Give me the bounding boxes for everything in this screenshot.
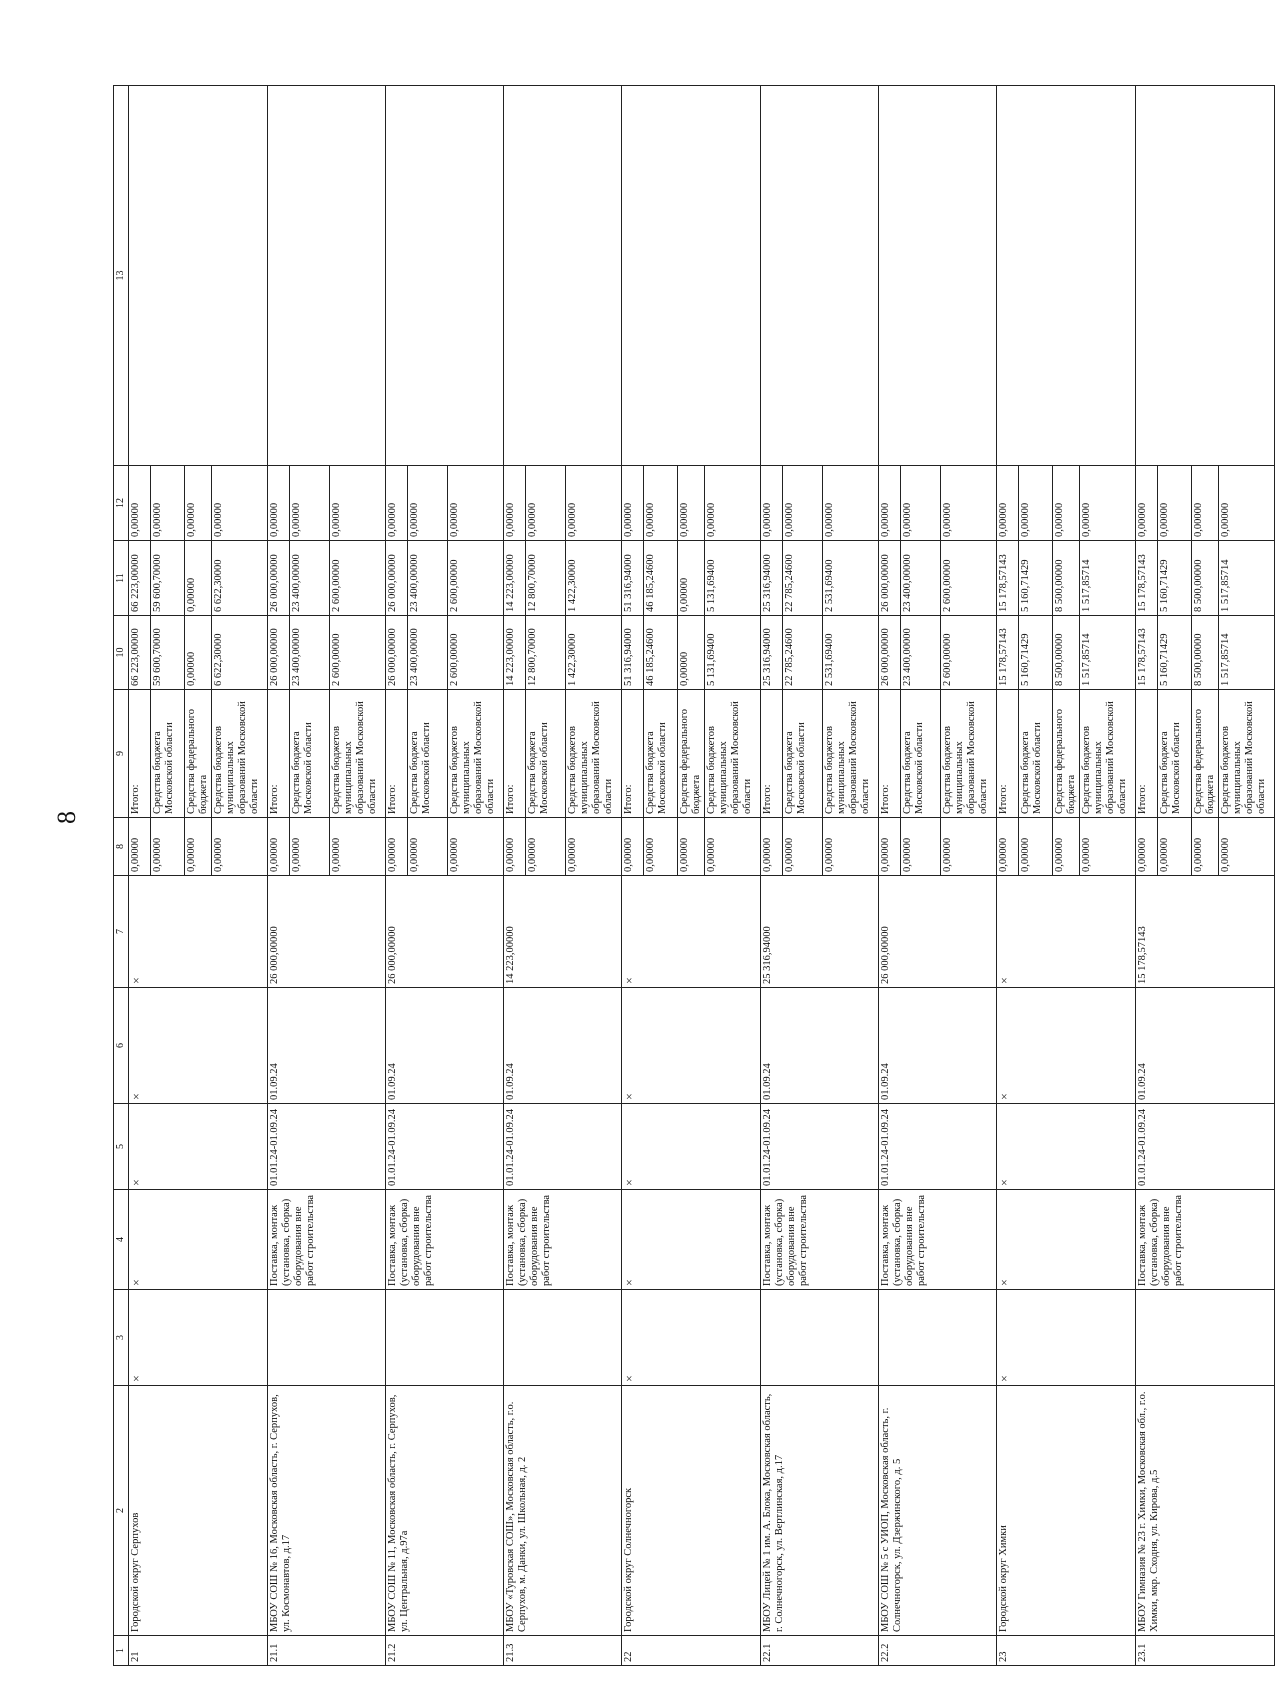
cell-c10: 26 000,00000 [878,616,900,690]
cell-c3 [503,1290,621,1386]
cell-c10: 66 223,00000 [128,616,150,690]
cell-c11: 14 223,00000 [503,541,525,616]
cell-c8: 0,00000 [822,818,878,876]
cell-c6: × [128,988,267,1104]
column-header: 6 [114,988,129,1104]
cell-c10: 26 000,00000 [385,616,407,690]
cell-c12: 0,00000 [1157,466,1191,541]
cell-c3 [267,1290,385,1386]
cell-c12: 0,00000 [407,466,447,541]
column-header: 13 [114,86,129,466]
cell-c11: 2 531,69400 [822,541,878,616]
cell-c10: 22 785,24600 [782,616,822,690]
cell-c12: 0,00000 [128,466,150,541]
cell-c10: 15 178,57143 [996,616,1018,690]
cell-c9: Средства бюджетов муниципальных образований Московской области [704,690,760,818]
cell-c6: 01.09.24 [385,988,503,1104]
cell-c8: 0,00000 [1219,818,1275,876]
cell-c2: Городской округ Химки [996,1386,1135,1636]
cell-c10: 2 600,00000 [329,616,385,690]
cell-c7: × [621,876,760,988]
cell-c6: × [996,988,1135,1104]
cell-c3 [385,1290,503,1386]
column-header: 2 [114,1386,129,1636]
cell-c9: Средства бюджетов муниципальных образований Московской области [211,690,267,818]
cell-c8: 0,00000 [565,818,621,876]
cell-c8: 0,00000 [128,818,150,876]
cell-c11: 2 600,00000 [329,541,385,616]
cell-c10: 2 531,69400 [822,616,878,690]
cell-c12: 0,00000 [782,466,822,541]
cell-c12: 0,00000 [760,466,782,541]
cell-c11: 22 785,24600 [782,541,822,616]
cell-c9: Средства федерального бюджета [184,690,211,818]
cell-c8: 0,00000 [1135,818,1157,876]
cell-c11: 6 622,30000 [211,541,267,616]
cell-c5: 01.01.24-01.09.24 [385,1104,503,1190]
cell-c2: МБОУ «Туровская СОШ», Московская область, г.о. Серпухов, м. Данки, ул. Школьная, д. 2 [503,1386,621,1636]
cell-c10: 23 400,00000 [289,616,329,690]
cell-c4: × [996,1190,1135,1290]
column-header: 5 [114,1104,129,1190]
cell-c11: 15 178,57143 [996,541,1018,616]
cell-c8: 0,00000 [704,818,760,876]
cell-c1: 21.3 [503,1636,621,1666]
cell-c5: 01.01.24-01.09.24 [1135,1104,1274,1190]
cell-c11: 1 517,85714 [1219,541,1275,616]
cell-c9: Средства бюджета Московской области [289,690,329,818]
cell-c1: 21.2 [385,1636,503,1666]
cell-c13 [1135,86,1274,466]
cell-c6: 01.09.24 [1135,988,1274,1104]
cell-c13 [267,86,385,466]
cell-c5: × [621,1104,760,1190]
cell-c4: Поставка, монтаж (установка, сборка) оборудования вне работ строительства [267,1190,385,1290]
cell-c11: 5 131,69400 [704,541,760,616]
cell-c4: × [128,1190,267,1290]
cell-c13 [385,86,503,466]
column-header: 10 [114,616,129,690]
column-header: 4 [114,1190,129,1290]
cell-c11: 23 400,00000 [407,541,447,616]
cell-c8: 0,00000 [1052,818,1079,876]
cell-c11: 1 517,85714 [1079,541,1135,616]
cell-c2: МБОУ СОШ № 5 с УИОП, Московская область, г. Солнечногорск, ул. Дзержинского, д. 5 [878,1386,996,1636]
cell-c5: 01.01.24-01.09.24 [760,1104,878,1190]
cell-c4: Поставка, монтаж (установка, сборка) оборудования вне работ строительства [760,1190,878,1290]
cell-c4: Поставка, монтаж (установка, сборка) оборудования вне работ строительства [878,1190,996,1290]
cell-c11: 8 500,00000 [1052,541,1079,616]
cell-c8: 0,00000 [996,818,1018,876]
cell-c11: 0,00000 [184,541,211,616]
cell-c12: 0,00000 [996,466,1018,541]
cell-c11: 66 223,00000 [128,541,150,616]
cell-c6: 01.09.24 [878,988,996,1104]
cell-c8: 0,00000 [329,818,385,876]
cell-c12: 0,00000 [267,466,289,541]
cell-c5: × [996,1104,1135,1190]
cell-c11: 1 422,30000 [565,541,621,616]
cell-c9: Итого: [996,690,1018,818]
cell-c9: Средства бюджетов муниципальных образований Московской области [1079,690,1135,818]
cell-c5: 01.01.24-01.09.24 [503,1104,621,1190]
cell-c13 [503,86,621,466]
cell-c5: 01.01.24-01.09.24 [267,1104,385,1190]
cell-c12: 0,00000 [503,466,525,541]
cell-c9: Средства бюджета Московской области [900,690,940,818]
cell-c11: 51 316,94000 [621,541,643,616]
cell-c11: 5 160,71429 [1018,541,1052,616]
cell-c9: Итого: [267,690,289,818]
column-header: 11 [114,541,129,616]
cell-c4: Поставка, монтаж (установка, сборка) оборудования вне работ строительства [1135,1190,1274,1290]
cell-c1: 22.1 [760,1636,878,1666]
cell-c7: 25 316,94000 [760,876,878,988]
cell-c10: 0,00000 [677,616,704,690]
cell-c12: 0,00000 [211,466,267,541]
cell-c12: 0,00000 [1052,466,1079,541]
cell-c8: 0,00000 [525,818,565,876]
cell-c9: Средства федерального бюджета [1052,690,1079,818]
cell-c9: Средства бюджета Московской области [525,690,565,818]
cell-c1: 23 [996,1636,1135,1666]
cell-c8: 0,00000 [760,818,782,876]
cell-c10: 25 316,94000 [760,616,782,690]
cell-c12: 0,00000 [329,466,385,541]
table-row [878,86,900,1666]
cell-c11: 15 178,57143 [1135,541,1157,616]
cell-c10: 2 600,00000 [447,616,503,690]
cell-c9: Средства бюджетов муниципальных образований Московской области [447,690,503,818]
cell-c11: 8 500,00000 [1191,541,1218,616]
cell-c12: 0,00000 [900,466,940,541]
cell-c4: Поставка, монтаж (установка, сборка) оборудования вне работ строительства [385,1190,503,1290]
cell-c9: Итого: [385,690,407,818]
cell-c11: 2 600,00000 [447,541,503,616]
cell-c12: 0,00000 [621,466,643,541]
cell-c8: 0,00000 [385,818,407,876]
cell-c12: 0,00000 [447,466,503,541]
cell-c12: 0,00000 [525,466,565,541]
cell-c2: МБОУ СОШ № 11, Московская область, г. Серпухов, ул. Центральная, д.97а [385,1386,503,1636]
cell-c9: Средства бюджета Московской области [150,690,184,818]
cell-c3: × [996,1290,1135,1386]
cell-c8: 0,00000 [211,818,267,876]
cell-c10: 6 622,30000 [211,616,267,690]
cell-c13 [128,86,267,466]
cell-c11: 26 000,00000 [878,541,900,616]
cell-c7: × [996,876,1135,988]
cell-c12: 0,00000 [1191,466,1218,541]
cell-c9: Средства бюджета Московской области [407,690,447,818]
cell-c13 [996,86,1135,466]
cell-c6: 01.09.24 [503,988,621,1104]
cell-c13 [621,86,760,466]
cell-c10: 59 600,70000 [150,616,184,690]
cell-c10: 51 316,94000 [621,616,643,690]
cell-c2: Городской округ Солнечногорск [621,1386,760,1636]
cell-c9: Средства бюджета Московской области [782,690,822,818]
cell-c3 [878,1290,996,1386]
cell-c11: 25 316,94000 [760,541,782,616]
cell-c3 [1135,1290,1274,1386]
cell-c3: × [128,1290,267,1386]
cell-c3 [760,1290,878,1386]
cell-c12: 0,00000 [822,466,878,541]
cell-c8: 0,00000 [621,818,643,876]
cell-c10: 5 160,71429 [1018,616,1052,690]
cell-c10: 23 400,00000 [407,616,447,690]
cell-c10: 46 185,24600 [643,616,677,690]
cell-c4: Поставка, монтаж (установка, сборка) оборудования вне работ строительства [503,1190,621,1290]
cell-c7: × [128,876,267,988]
cell-c10: 12 800,70000 [525,616,565,690]
cell-c9: Итого: [503,690,525,818]
cell-c9: Средства федерального бюджета [677,690,704,818]
cell-c9: Средства бюджетов муниципальных образований Московской области [822,690,878,818]
cell-c6: 01.09.24 [267,988,385,1104]
cell-c8: 0,00000 [1157,818,1191,876]
cell-c8: 0,00000 [878,818,900,876]
rotated-table-container [113,86,1275,1666]
cell-c8: 0,00000 [184,818,211,876]
cell-c11: 46 185,24600 [643,541,677,616]
cell-c7: 26 000,00000 [878,876,996,988]
table-body [128,86,1275,1666]
cell-c3: × [621,1290,760,1386]
cell-c8: 0,00000 [503,818,525,876]
cell-c12: 0,00000 [289,466,329,541]
cell-c8: 0,00000 [289,818,329,876]
cell-c10: 0,00000 [184,616,211,690]
cell-c10: 1 517,85714 [1079,616,1135,690]
cell-c8: 0,00000 [1018,818,1052,876]
cell-c10: 8 500,00000 [1191,616,1218,690]
cell-c1: 21 [128,1636,267,1666]
cell-c9: Средства федерального бюджета [1191,690,1218,818]
column-header: 7 [114,876,129,988]
cell-c8: 0,00000 [900,818,940,876]
cell-c2: МБОУ Гимназия № 23 г. Химки, Московская обл., г.о. Химки, мкр. Сходня, ул. Кирова, д.5 [1135,1386,1274,1636]
cell-c2: МБОУ Лицей № 1 им. А. Блока, Московская область, г. Солнечногорск, ул. Вертлинская, д.17 [760,1386,878,1636]
table-row [385,86,407,1666]
cell-c9: Итого: [1135,690,1157,818]
column-number-row [114,86,129,1666]
cell-c8: 0,00000 [940,818,996,876]
cell-c10: 15 178,57143 [1135,616,1157,690]
cell-c13 [878,86,996,466]
cell-c12: 0,00000 [643,466,677,541]
cell-c10: 1 422,30000 [565,616,621,690]
cell-c9: Средства бюджетов муниципальных образований Московской области [1219,690,1275,818]
cell-c7: 15 178,57143 [1135,876,1274,988]
cell-c1: 22 [621,1636,760,1666]
cell-c8: 0,00000 [407,818,447,876]
cell-c13 [760,86,878,466]
table-row [503,86,525,1666]
cell-c8: 0,00000 [677,818,704,876]
cell-c11: 59 600,70000 [150,541,184,616]
cell-c10: 5 160,71429 [1157,616,1191,690]
cell-c11: 5 160,71429 [1157,541,1191,616]
cell-c8: 0,00000 [267,818,289,876]
cell-c10: 14 223,00000 [503,616,525,690]
cell-c9: Средства бюджета Московской области [1018,690,1052,818]
cell-c1: 23.1 [1135,1636,1274,1666]
table-row [267,86,289,1666]
cell-c12: 0,00000 [1219,466,1275,541]
cell-c5: × [128,1104,267,1190]
cell-c9: Итого: [621,690,643,818]
cell-c12: 0,00000 [184,466,211,541]
cell-c9: Итого: [760,690,782,818]
cell-c7: 26 000,00000 [385,876,503,988]
cell-c10: 1 517,85714 [1219,616,1275,690]
cell-c6: × [621,988,760,1104]
cell-c10: 2 600,00000 [940,616,996,690]
table-row [128,86,150,1666]
cell-c7: 26 000,00000 [267,876,385,988]
budget-table [113,85,1275,1666]
cell-c11: 23 400,00000 [289,541,329,616]
cell-c9: Средства бюджетов муниципальных образований Московской области [940,690,996,818]
cell-c10: 23 400,00000 [900,616,940,690]
cell-c2: МБОУ СОШ № 16, Московская область, г. Серпухов, ул. Космонавтов, д.17 [267,1386,385,1636]
cell-c12: 0,00000 [565,466,621,541]
column-header: 3 [114,1290,129,1386]
cell-c5: 01.01.24-01.09.24 [878,1104,996,1190]
cell-c8: 0,00000 [1191,818,1218,876]
cell-c9: Средства бюджета Московской области [643,690,677,818]
column-header: 1 [114,1636,129,1666]
cell-c11: 23 400,00000 [900,541,940,616]
cell-c10: 5 131,69400 [704,616,760,690]
cell-c8: 0,00000 [150,818,184,876]
cell-c8: 0,00000 [782,818,822,876]
cell-c8: 0,00000 [1079,818,1135,876]
cell-c12: 0,00000 [704,466,760,541]
cell-c12: 0,00000 [385,466,407,541]
cell-c4: × [621,1190,760,1290]
cell-c12: 0,00000 [677,466,704,541]
cell-c9: Средства бюджетов муниципальных образований Московской области [329,690,385,818]
cell-c2: Городской округ Серпухов [128,1386,267,1636]
cell-c9: Средства бюджетов муниципальных образований Московской области [565,690,621,818]
table-row [621,86,643,1666]
column-header: 12 [114,466,129,541]
cell-c7: 14 223,00000 [503,876,621,988]
cell-c12: 0,00000 [878,466,900,541]
cell-c11: 2 600,00000 [940,541,996,616]
cell-c12: 0,00000 [1018,466,1052,541]
cell-c9: Итого: [878,690,900,818]
cell-c11: 12 800,70000 [525,541,565,616]
cell-c9: Итого: [128,690,150,818]
cell-c6: 01.09.24 [760,988,878,1104]
cell-c8: 0,00000 [643,818,677,876]
column-header: 8 [114,818,129,876]
cell-c9: Средства бюджета Московской области [1157,690,1191,818]
cell-c12: 0,00000 [1079,466,1135,541]
cell-c11: 26 000,00000 [267,541,289,616]
table-row [760,86,782,1666]
cell-c10: 26 000,00000 [267,616,289,690]
table-row [1135,86,1157,1666]
column-header: 9 [114,690,129,818]
cell-c11: 0,00000 [677,541,704,616]
cell-c12: 0,00000 [1135,466,1157,541]
cell-c12: 0,00000 [150,466,184,541]
cell-c11: 26 000,00000 [385,541,407,616]
cell-c8: 0,00000 [447,818,503,876]
cell-c10: 8 500,00000 [1052,616,1079,690]
table-row [996,86,1018,1666]
cell-c1: 22.2 [878,1636,996,1666]
page-number: 8 [52,811,81,824]
cell-c1: 21.1 [267,1636,385,1666]
cell-c12: 0,00000 [940,466,996,541]
